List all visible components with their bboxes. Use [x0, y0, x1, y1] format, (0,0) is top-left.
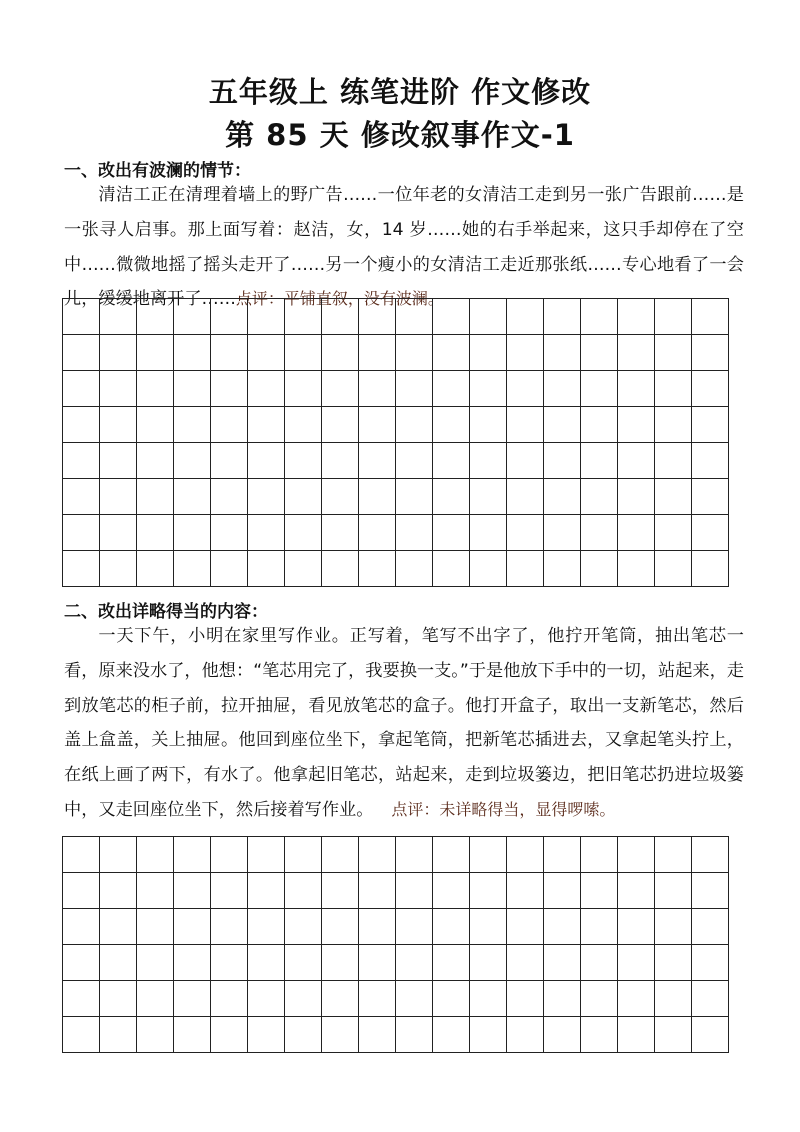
grid-cell[interactable] [285, 909, 322, 945]
grid-cell[interactable] [470, 837, 507, 873]
grid-cell[interactable] [211, 945, 248, 981]
grid-cell[interactable] [285, 837, 322, 873]
grid-cell[interactable] [581, 479, 618, 515]
grid-cell[interactable] [137, 443, 174, 479]
grid-cell[interactable] [692, 945, 729, 981]
grid-cell[interactable] [248, 335, 285, 371]
grid-cell[interactable] [100, 515, 137, 551]
grid-cell[interactable] [507, 981, 544, 1017]
grid-cell[interactable] [396, 873, 433, 909]
grid-cell[interactable] [285, 407, 322, 443]
grid-cell[interactable] [137, 515, 174, 551]
grid-row [63, 407, 729, 443]
grid-cell[interactable] [63, 551, 100, 587]
grid-cell[interactable] [396, 335, 433, 371]
grid-cell[interactable] [655, 479, 692, 515]
grid-cell[interactable] [322, 407, 359, 443]
grid-cell[interactable] [396, 945, 433, 981]
grid-cell[interactable] [285, 551, 322, 587]
grid-cell[interactable] [692, 837, 729, 873]
grid-cell[interactable] [581, 909, 618, 945]
grid-cell[interactable] [137, 909, 174, 945]
grid-cell[interactable] [322, 515, 359, 551]
writing-grid-1[interactable] [62, 298, 729, 587]
grid-cell[interactable] [507, 299, 544, 335]
grid-cell[interactable] [692, 515, 729, 551]
grid-cell[interactable] [211, 335, 248, 371]
grid-cell[interactable] [581, 1017, 618, 1053]
grid-cell[interactable] [618, 479, 655, 515]
grid-cell[interactable] [100, 299, 137, 335]
grid-cell[interactable] [692, 873, 729, 909]
grid-cell[interactable] [396, 443, 433, 479]
grid-cell[interactable] [174, 981, 211, 1017]
grid-cell[interactable] [618, 299, 655, 335]
grid-cell[interactable] [211, 837, 248, 873]
grid-cell[interactable] [100, 443, 137, 479]
grid-cell[interactable] [63, 945, 100, 981]
grid-cell[interactable] [433, 407, 470, 443]
grid-cell[interactable] [470, 873, 507, 909]
grid-cell[interactable] [433, 551, 470, 587]
grid-cell[interactable] [507, 945, 544, 981]
grid-cell[interactable] [359, 873, 396, 909]
grid-cell[interactable] [544, 443, 581, 479]
grid-cell[interactable] [581, 551, 618, 587]
grid-cell[interactable] [507, 407, 544, 443]
grid-cell[interactable] [359, 371, 396, 407]
grid-cell[interactable] [100, 1017, 137, 1053]
section2-passage [64, 619, 744, 828]
grid-cell[interactable] [359, 515, 396, 551]
grid-cell[interactable] [692, 981, 729, 1017]
grid-cell[interactable] [174, 873, 211, 909]
grid-cell[interactable] [100, 909, 137, 945]
grid-cell[interactable] [63, 909, 100, 945]
grid-cell[interactable] [470, 479, 507, 515]
grid-cell[interactable] [137, 371, 174, 407]
grid-cell[interactable] [248, 837, 285, 873]
grid-cell[interactable] [100, 981, 137, 1017]
grid-cell[interactable] [322, 371, 359, 407]
grid-cell[interactable] [507, 551, 544, 587]
section1-passage-text: 清洁工正在清理着墙上的野广告……一位年老的女清洁工走到另一张广告跟前……是一张寻人启事。那上面写着：赵洁，女，14 岁……她的右手举起来，这只手却停在了空中……微微地摇了摇头走开了……另一个瘦小的女清洁工走近那张纸……专心地看了一会儿，缓缓地离开了…… [64, 185, 744, 310]
grid-cell[interactable] [322, 479, 359, 515]
grid-cell[interactable] [248, 515, 285, 551]
grid-cell[interactable] [396, 551, 433, 587]
grid-cell[interactable] [618, 909, 655, 945]
grid-cell[interactable] [544, 873, 581, 909]
grid-cell[interactable] [618, 515, 655, 551]
grid-cell[interactable] [137, 945, 174, 981]
grid-cell[interactable] [285, 479, 322, 515]
grid-cell[interactable] [100, 551, 137, 587]
grid-cell[interactable] [470, 443, 507, 479]
grid-cell[interactable] [470, 981, 507, 1017]
grid-cell[interactable] [396, 837, 433, 873]
grid-cell[interactable] [655, 909, 692, 945]
grid-cell[interactable] [174, 443, 211, 479]
grid-cell[interactable] [544, 479, 581, 515]
grid-cell[interactable] [433, 873, 470, 909]
grid-cell[interactable] [174, 479, 211, 515]
grid-cell[interactable] [211, 873, 248, 909]
grid-cell[interactable] [655, 371, 692, 407]
grid-cell[interactable] [100, 945, 137, 981]
grid-cell[interactable] [174, 909, 211, 945]
grid-cell[interactable] [470, 909, 507, 945]
grid-cell[interactable] [544, 407, 581, 443]
grid-cell[interactable] [396, 515, 433, 551]
grid-cell[interactable] [507, 1017, 544, 1053]
grid-cell[interactable] [174, 945, 211, 981]
grid-cell[interactable] [655, 945, 692, 981]
grid-cell[interactable] [63, 873, 100, 909]
grid-cell[interactable] [63, 515, 100, 551]
grid-cell[interactable] [322, 873, 359, 909]
grid-cell[interactable] [137, 299, 174, 335]
grid-cell[interactable] [470, 407, 507, 443]
grid-cell[interactable] [322, 837, 359, 873]
grid-cell[interactable] [655, 551, 692, 587]
grid-cell[interactable] [174, 335, 211, 371]
section2-heading: 二、改出详略得当的内容： [64, 602, 268, 622]
grid-cell[interactable] [137, 335, 174, 371]
section2-comment: 点评：未详略得当，显得啰嗦。 [391, 799, 616, 819]
grid-cell[interactable] [285, 299, 322, 335]
grid-cell[interactable] [581, 407, 618, 443]
grid-cell[interactable] [470, 515, 507, 551]
grid-cell[interactable] [618, 1017, 655, 1053]
grid-cell[interactable] [359, 299, 396, 335]
grid-cell[interactable] [470, 299, 507, 335]
grid-cell[interactable] [248, 479, 285, 515]
grid-cell[interactable] [137, 873, 174, 909]
grid-row [63, 981, 729, 1017]
grid-cell[interactable] [248, 443, 285, 479]
grid-cell[interactable] [359, 1017, 396, 1053]
grid-cell[interactable] [396, 909, 433, 945]
grid-cell[interactable] [655, 407, 692, 443]
grid-cell[interactable] [396, 981, 433, 1017]
grid-cell[interactable] [285, 515, 322, 551]
grid-cell[interactable] [544, 551, 581, 587]
grid-cell[interactable] [581, 837, 618, 873]
grid-cell[interactable] [655, 335, 692, 371]
grid-row [63, 443, 729, 479]
grid-cell[interactable] [433, 945, 470, 981]
grid-cell[interactable] [211, 299, 248, 335]
grid-cell[interactable] [63, 837, 100, 873]
grid-cell[interactable] [544, 299, 581, 335]
grid-cell[interactable] [544, 1017, 581, 1053]
grid-cell[interactable] [692, 443, 729, 479]
grid-cell[interactable] [544, 981, 581, 1017]
grid-cell[interactable] [248, 551, 285, 587]
grid-cell[interactable] [211, 515, 248, 551]
grid-row [63, 479, 729, 515]
grid-cell[interactable] [433, 515, 470, 551]
grid-cell[interactable] [248, 945, 285, 981]
grid-cell[interactable] [433, 371, 470, 407]
grid-cell[interactable] [581, 945, 618, 981]
grid-cell[interactable] [174, 837, 211, 873]
grid-cell[interactable] [63, 407, 100, 443]
grid-cell[interactable] [211, 909, 248, 945]
grid-cell[interactable] [544, 945, 581, 981]
grid-cell[interactable] [100, 407, 137, 443]
grid-cell[interactable] [433, 837, 470, 873]
grid-cell[interactable] [692, 407, 729, 443]
grid-cell[interactable] [544, 515, 581, 551]
grid-cell[interactable] [359, 335, 396, 371]
grid-cell[interactable] [396, 371, 433, 407]
grid-cell[interactable] [359, 981, 396, 1017]
grid-cell[interactable] [507, 443, 544, 479]
grid-cell[interactable] [285, 981, 322, 1017]
grid-cell[interactable] [285, 371, 322, 407]
grid-cell[interactable] [285, 945, 322, 981]
grid-cell[interactable] [63, 443, 100, 479]
grid-cell[interactable] [544, 371, 581, 407]
grid-cell[interactable] [359, 945, 396, 981]
grid-cell[interactable] [359, 443, 396, 479]
grid-cell[interactable] [248, 299, 285, 335]
grid-cell[interactable] [100, 837, 137, 873]
grid-cell[interactable] [211, 371, 248, 407]
grid-cell[interactable] [544, 837, 581, 873]
grid-row [63, 299, 729, 335]
grid-cell[interactable] [544, 909, 581, 945]
grid-cell[interactable] [100, 479, 137, 515]
page-title-line1: 五年级上 练笔进阶 作文修改 [208, 75, 592, 109]
grid-cell[interactable] [285, 873, 322, 909]
grid-cell[interactable] [359, 837, 396, 873]
grid-cell[interactable] [359, 407, 396, 443]
section1-heading: 一、改出有波澜的情节： [64, 161, 251, 181]
grid-cell[interactable] [285, 1017, 322, 1053]
grid-cell[interactable] [174, 299, 211, 335]
grid-cell[interactable] [692, 335, 729, 371]
grid-cell[interactable] [692, 371, 729, 407]
grid-cell[interactable] [322, 335, 359, 371]
grid-cell[interactable] [137, 407, 174, 443]
grid-cell[interactable] [322, 1017, 359, 1053]
grid-cell[interactable] [618, 335, 655, 371]
grid-cell[interactable] [581, 981, 618, 1017]
grid-cell[interactable] [100, 873, 137, 909]
grid-cell[interactable] [211, 443, 248, 479]
grid-cell[interactable] [248, 873, 285, 909]
grid-cell[interactable] [396, 299, 433, 335]
grid-cell[interactable] [322, 299, 359, 335]
grid-cell[interactable] [507, 837, 544, 873]
grid-cell[interactable] [63, 299, 100, 335]
grid-cell[interactable] [544, 335, 581, 371]
grid-cell[interactable] [248, 407, 285, 443]
grid-cell[interactable] [507, 335, 544, 371]
grid-cell[interactable] [470, 335, 507, 371]
grid-cell[interactable] [470, 371, 507, 407]
grid-cell[interactable] [655, 299, 692, 335]
grid-cell[interactable] [322, 981, 359, 1017]
grid-cell[interactable] [211, 981, 248, 1017]
grid-cell[interactable] [692, 1017, 729, 1053]
grid-cell[interactable] [692, 299, 729, 335]
grid-cell[interactable] [359, 551, 396, 587]
grid-row [63, 335, 729, 371]
grid-cell[interactable] [433, 479, 470, 515]
grid-cell[interactable] [618, 873, 655, 909]
grid-cell[interactable] [137, 1017, 174, 1053]
grid-row [63, 873, 729, 909]
grid-cell[interactable] [581, 335, 618, 371]
grid-cell[interactable] [655, 515, 692, 551]
grid-cell[interactable] [322, 443, 359, 479]
grid-cell[interactable] [322, 551, 359, 587]
grid-cell[interactable] [248, 981, 285, 1017]
grid-row [63, 515, 729, 551]
grid-cell[interactable] [248, 371, 285, 407]
grid-cell[interactable] [63, 335, 100, 371]
grid-cell[interactable] [396, 407, 433, 443]
grid-cell[interactable] [211, 551, 248, 587]
grid-row [63, 371, 729, 407]
section1-passage [64, 178, 744, 317]
grid-cell[interactable] [692, 479, 729, 515]
grid-cell[interactable] [655, 873, 692, 909]
grid-cell[interactable] [248, 1017, 285, 1053]
grid-cell[interactable] [433, 1017, 470, 1053]
grid-cell[interactable] [63, 1017, 100, 1053]
grid-cell[interactable] [581, 515, 618, 551]
grid-cell[interactable] [433, 909, 470, 945]
grid-row [63, 1017, 729, 1053]
section1-comment: 点评：平铺直叙，没有波澜。 [235, 289, 444, 309]
grid-cell[interactable] [507, 371, 544, 407]
grid-cell[interactable] [618, 837, 655, 873]
grid-cell[interactable] [692, 551, 729, 587]
grid-cell[interactable] [174, 407, 211, 443]
grid-cell[interactable] [618, 981, 655, 1017]
grid-cell[interactable] [285, 335, 322, 371]
grid-cell[interactable] [618, 407, 655, 443]
grid-cell[interactable] [137, 479, 174, 515]
grid-row [63, 551, 729, 587]
grid-cell[interactable] [655, 837, 692, 873]
grid-cell[interactable] [322, 945, 359, 981]
grid-cell[interactable] [248, 909, 285, 945]
grid-cell[interactable] [211, 407, 248, 443]
grid-cell[interactable] [396, 479, 433, 515]
grid-cell[interactable] [507, 515, 544, 551]
grid-cell[interactable] [581, 443, 618, 479]
page-title-line2: 第 85 天 修改叙事作文-1 [225, 118, 575, 152]
grid-row [63, 945, 729, 981]
grid-cell[interactable] [692, 909, 729, 945]
grid-cell[interactable] [137, 981, 174, 1017]
writing-grid-2[interactable] [62, 836, 729, 1053]
grid-cell[interactable] [433, 335, 470, 371]
grid-cell[interactable] [581, 299, 618, 335]
grid-cell[interactable] [470, 1017, 507, 1053]
grid-cell[interactable] [63, 371, 100, 407]
grid-cell[interactable] [100, 371, 137, 407]
grid-cell[interactable] [433, 981, 470, 1017]
grid-cell[interactable] [174, 1017, 211, 1053]
grid-cell[interactable] [285, 443, 322, 479]
grid-cell[interactable] [655, 1017, 692, 1053]
grid-cell[interactable] [470, 551, 507, 587]
grid-cell[interactable] [174, 551, 211, 587]
grid-cell[interactable] [100, 335, 137, 371]
grid-cell[interactable] [63, 479, 100, 515]
grid-cell[interactable] [470, 945, 507, 981]
grid-cell[interactable] [581, 873, 618, 909]
grid-cell[interactable] [211, 1017, 248, 1053]
grid-cell[interactable] [396, 1017, 433, 1053]
grid-cell[interactable] [433, 443, 470, 479]
grid-cell[interactable] [322, 909, 359, 945]
grid-cell[interactable] [655, 981, 692, 1017]
grid-row [63, 837, 729, 873]
grid-cell[interactable] [174, 515, 211, 551]
grid-cell[interactable] [618, 551, 655, 587]
grid-cell[interactable] [618, 371, 655, 407]
grid-cell[interactable] [655, 443, 692, 479]
grid-cell[interactable] [618, 945, 655, 981]
grid-cell[interactable] [359, 479, 396, 515]
grid-cell[interactable] [433, 299, 470, 335]
grid-cell[interactable] [581, 371, 618, 407]
grid-cell[interactable] [137, 837, 174, 873]
section2-passage-text: 一天下午，小明在家里写作业。正写着，笔写不出字了，他拧开笔筒，抽出笔芯一看，原来没水了，他想：“笔芯用完了，我要换一支。”于是他放下手中的一切，站起来，走到放笔芯的柜子前，拉开抽屉，看见放笔芯的盒子。他打开盒子，取出一支新笔芯，然后盖上盒盖，关上抽屉。他回到座位坐下，拿起笔筒，把新笔芯插进去，又拿起笔头拧上，在纸上画了两下，有水了。他拿起旧笔芯，站起来，走到垃圾篓边，把旧笔芯扔进垃圾篓中，又走回座位坐下，然后接着写作业。 [64, 626, 744, 820]
grid-cell[interactable] [174, 371, 211, 407]
grid-cell[interactable] [137, 551, 174, 587]
grid-cell[interactable] [507, 909, 544, 945]
grid-cell[interactable] [507, 873, 544, 909]
grid-row [63, 909, 729, 945]
grid-cell[interactable] [507, 479, 544, 515]
grid-cell[interactable] [63, 981, 100, 1017]
grid-cell[interactable] [359, 909, 396, 945]
grid-cell[interactable] [618, 443, 655, 479]
grid-cell[interactable] [211, 479, 248, 515]
